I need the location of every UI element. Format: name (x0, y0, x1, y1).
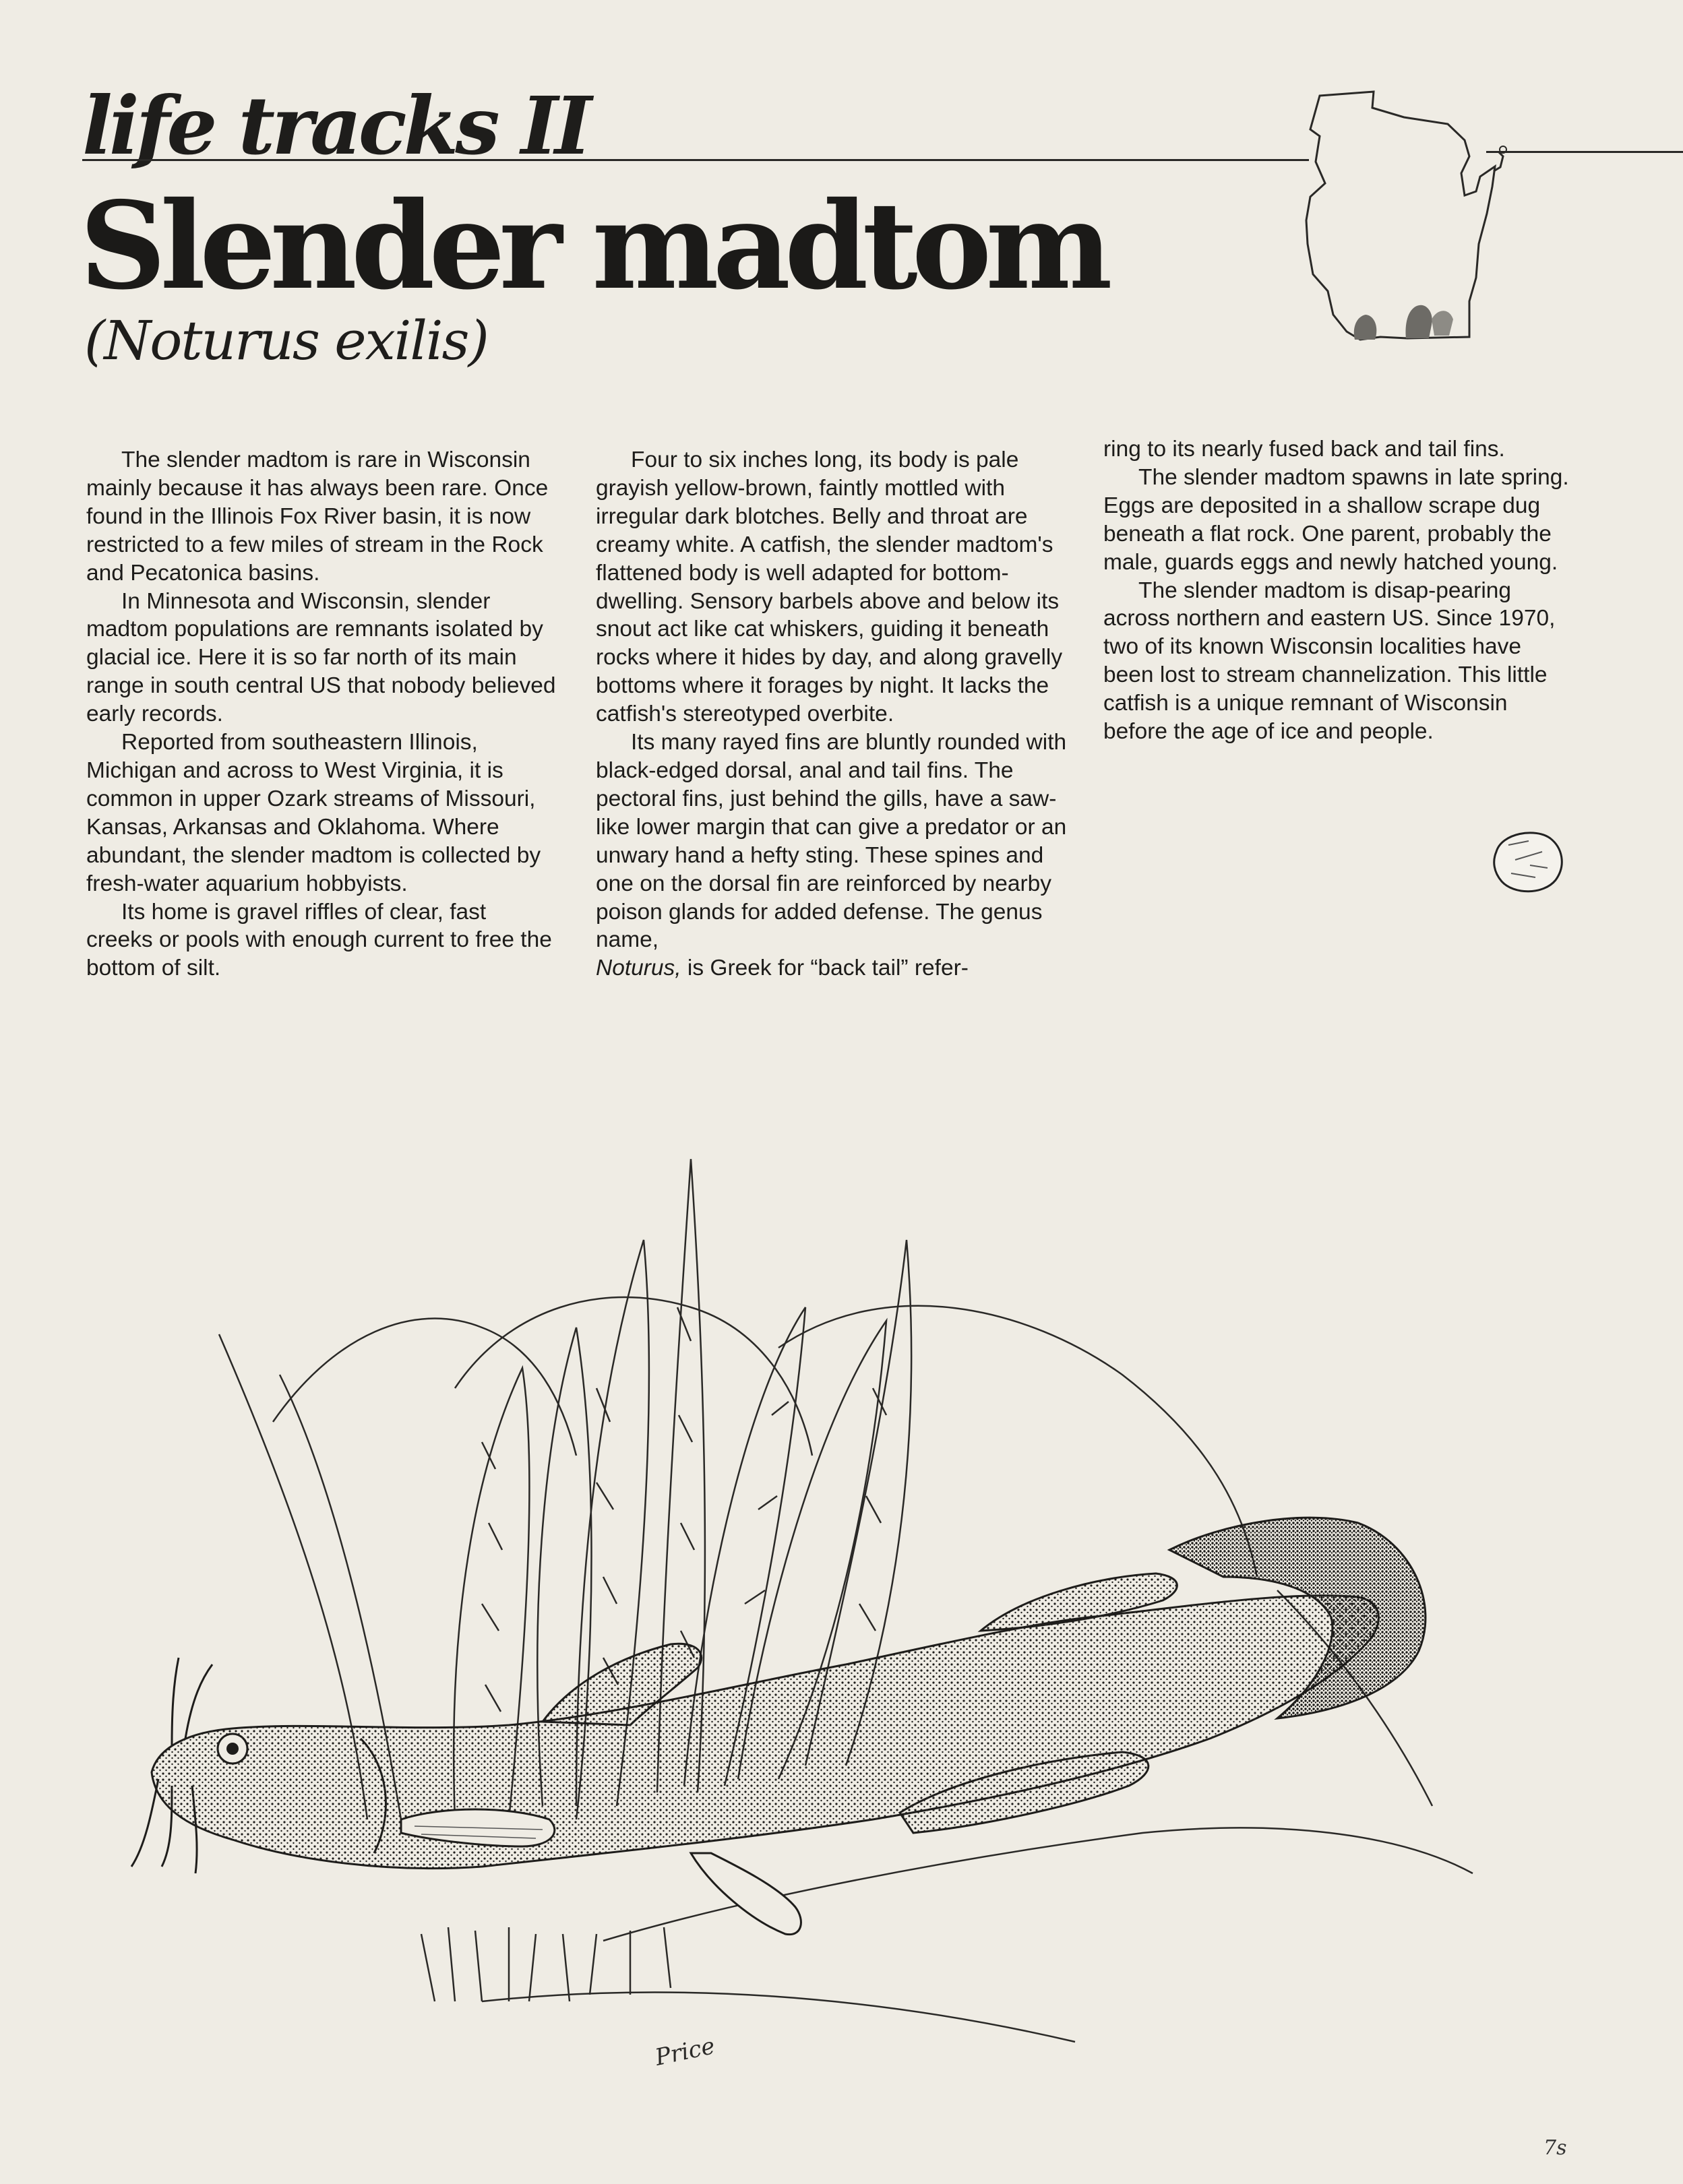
paragraph: In Minnesota and Wisconsin, slender madtom populations are remnants isolated by glacial ice. Here it is so far north of its main range in south central US that nobody believed early records. (86, 588, 556, 727)
text-column-2 (596, 446, 1068, 982)
paragraph: The slender madtom is disap-pearing across northern and eastern US. Since 1970, two of its known Wisconsin localities have been lost to stream channelization. This little catfish is a unique remnant of Wisconsin before the age of ice and people. (1103, 578, 1556, 745)
page-number: 7s (1543, 2136, 1567, 2160)
paragraph: ring to its nearly fused back and tail fins. (1103, 437, 1505, 462)
wisconsin-range-map-icon (1293, 82, 1549, 352)
header-rule (82, 159, 1309, 161)
text-column-1 (86, 446, 558, 982)
paragraph-continuation (596, 954, 1068, 982)
paragraph: Its home is gravel riffles of clear, fast creeks or pools with enough current to free the bottom of silt. (86, 899, 552, 981)
paragraph: Its many rayed fins are bluntly rounded with black-edged dorsal, anal and tail fins. The pectoral fins, just behind the gills, have a saw-like lower margin that can give a predator or an unwary hand a hefty sting. These spines and one on the dorsal fin are reinforced by nearby poison glands for added defense. The genus name, (596, 730, 1067, 953)
series-title: life tracks II (82, 79, 589, 173)
genus-tail: is Greek for “back tail” refer- (681, 956, 969, 981)
text-column-3 (1103, 435, 1575, 746)
genus-name: Noturus, (596, 956, 681, 981)
illustrator-signature: Price (652, 2032, 718, 2071)
scientific-name: (Noturus exilis) (84, 309, 488, 372)
article-title: Slender madtom (80, 175, 1107, 316)
paragraph: The slender madtom spawns in late spring. Eggs are deposited in a shallow scrape dug beneath a flat rock. One parent, probably the male, guards eggs and newly hatched young. (1103, 464, 1569, 575)
paragraph: Reported from southeastern Illinois, Michigan and across to West Virginia, it is common in upper Ozark streams of Missouri, Kansas, Arkansas and Oklahoma. Where abundant, the slender madtom is collected by fresh-water aquarium hobbyists. (86, 730, 541, 896)
end-mark-rock-icon (1488, 825, 1569, 899)
paragraph: The slender madtom is rare in Wisconsin mainly because it has always been rare. Once found in the Illinois Fox River basin, it is now restricted to a few miles of stream in the Rock and Pecatonica basins. (86, 447, 549, 586)
paragraph: Four to six inches long, its body is pale grayish yellow-brown, faintly mottled with irregular dark blotches. Belly and throat are creamy white. A catfish, the slender madtom's flattened body is well adapted for bottom-dwelling. Sensory barbels above and below its snout act like cat whiskers, guiding it beneath rocks where it hides by day, and along gravelly bottoms where it forages by night. It lacks the catfish's stereotyped overbite. (596, 447, 1063, 727)
slender-madtom-illustration (131, 1105, 1560, 2071)
